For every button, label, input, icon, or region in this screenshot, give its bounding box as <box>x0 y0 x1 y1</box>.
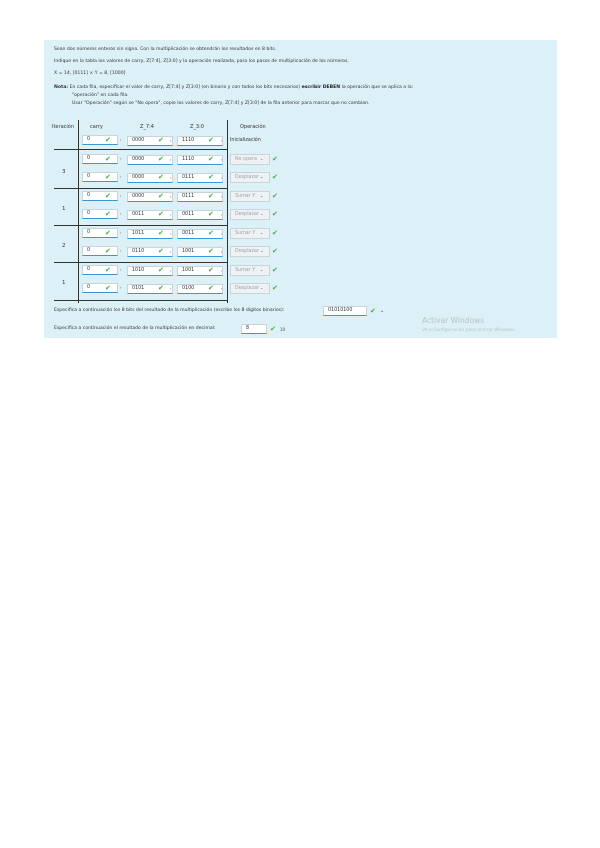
table-divider-left <box>78 120 79 303</box>
watermark-title: Activar Windows <box>422 316 485 325</box>
check-icon: ✔ <box>208 247 214 255</box>
separator-comma: , <box>120 266 122 272</box>
separator-comma: , <box>170 248 172 254</box>
z30-input[interactable]: 1001 <box>177 247 223 257</box>
carry-input[interactable]: 0 <box>82 154 118 164</box>
carry-input[interactable]: 0 <box>82 283 118 293</box>
separator-comma: , <box>170 174 172 180</box>
separator-comma: , <box>170 230 172 236</box>
decimal-input[interactable]: 8 <box>241 324 267 334</box>
separator-comma: , <box>170 211 172 217</box>
header-operacion: Operación <box>240 124 266 130</box>
check-icon: ✔ <box>208 192 214 200</box>
check-icon: ✔ <box>272 284 278 292</box>
check-icon: ✔ <box>158 155 164 163</box>
dropdown-caret: ⌄ <box>260 174 264 179</box>
separator-comma: , <box>170 193 172 199</box>
carry-input[interactable]: 0 <box>82 172 118 182</box>
separator-comma: , <box>120 229 122 235</box>
z74-input[interactable]: 1010 <box>127 266 173 276</box>
z30-input[interactable]: 0011 <box>177 210 223 220</box>
z74-input[interactable]: 0000 <box>127 155 173 165</box>
iteration-label: 1 <box>62 206 66 212</box>
separator-comma: , <box>221 193 223 199</box>
table-divider <box>54 225 227 226</box>
check-icon: ✔ <box>158 210 164 218</box>
operation-select[interactable]: Sumar Y <box>230 228 270 239</box>
separator-comma: , <box>221 174 223 180</box>
check-icon: ✔ <box>272 173 278 181</box>
decimal-label: Especifica a continuación el resultado de la multiplicación en decimal: <box>54 326 216 331</box>
z74-input[interactable]: 0110 <box>127 247 173 257</box>
watermark-subtitle: Ve a Configuración para activar Windows. <box>422 328 516 333</box>
dropdown-caret: ⌄ <box>260 193 264 198</box>
separator-comma: , <box>170 137 172 143</box>
check-icon: ✔ <box>158 192 164 200</box>
check-icon: ✔ <box>272 247 278 255</box>
operation-select[interactable]: Desplazar <box>230 246 270 257</box>
z30-input[interactable]: 1110 <box>177 136 223 146</box>
check-icon: ✔ <box>208 155 214 163</box>
result-label: Especifica a continuación los 8 bits del resultado de la multiplicación (escribe los 8 dígitos binarios): <box>54 308 285 313</box>
check-icon: ✔ <box>158 284 164 292</box>
quiz-panel <box>44 40 557 338</box>
note-text-2: "operación" en cada fila. <box>72 93 129 98</box>
check-icon: ✔ <box>208 136 214 144</box>
header-z30: Z_3:0 <box>190 124 204 130</box>
z74-input[interactable]: 0000 <box>127 136 173 146</box>
operation-label: Inicialización <box>230 138 261 143</box>
check-icon: ✔ <box>270 325 276 333</box>
separator-comma: , <box>120 155 122 161</box>
check-icon: ✔ <box>105 247 111 255</box>
check-icon: ✔ <box>208 173 214 181</box>
operation-select[interactable]: Sumar Y <box>230 191 270 202</box>
decimal-suffix: 10 <box>280 327 286 332</box>
dropdown-caret: ⌄ <box>260 211 264 216</box>
carry-input[interactable]: 0 <box>82 135 118 145</box>
z30-input[interactable]: 0111 <box>177 192 223 202</box>
result-caret: ⌄ <box>380 308 385 314</box>
note-text-3: Usar "Operación" según se "No opera", copie los valores de carry, Z[7:4] y Z[3:0] de la fila anterior para marcar que no cambian. <box>72 101 370 106</box>
separator-comma: , <box>221 248 223 254</box>
table-divider <box>54 149 227 150</box>
table-divider <box>54 188 227 189</box>
check-icon: ✔ <box>105 229 111 237</box>
separator-comma: , <box>120 192 122 198</box>
z74-input[interactable]: 0011 <box>127 210 173 220</box>
check-icon: ✔ <box>370 307 376 315</box>
carry-input[interactable]: 0 <box>82 265 118 275</box>
check-icon: ✔ <box>105 284 111 292</box>
check-icon: ✔ <box>158 136 164 144</box>
check-icon: ✔ <box>105 192 111 200</box>
check-icon: ✔ <box>208 229 214 237</box>
separator-comma: , <box>170 285 172 291</box>
dropdown-caret: ⌄ <box>260 285 264 290</box>
note-tag: Nota: <box>54 85 69 90</box>
note-text-1a: En cada fila, especificar el valor de carry, Z[7:4] y Z[3:0] (en binario y con todos los bits necesarios) <box>69 85 302 90</box>
operation-select[interactable]: Desplazar <box>230 172 270 183</box>
dropdown-caret: ⌄ <box>260 267 264 272</box>
z74-input[interactable]: 0101 <box>127 284 173 294</box>
table-divider <box>54 300 227 301</box>
check-icon: ✔ <box>272 192 278 200</box>
carry-input[interactable]: 0 <box>82 209 118 219</box>
operation-select[interactable]: Sumar Y <box>230 265 270 276</box>
check-icon: ✔ <box>158 266 164 274</box>
check-icon: ✔ <box>158 173 164 181</box>
carry-input[interactable]: 0 <box>82 228 118 238</box>
carry-input[interactable]: 0 <box>82 246 118 256</box>
header-iteracion: Iteración <box>52 124 74 130</box>
iteration-label: 3 <box>62 169 66 175</box>
separator-comma: , <box>120 247 122 253</box>
separator-comma: , <box>221 267 223 273</box>
z30-input[interactable]: 0011 <box>177 229 223 239</box>
carry-input[interactable]: 0 <box>82 191 118 201</box>
table-divider-right <box>227 120 228 303</box>
separator-comma: , <box>221 156 223 162</box>
note-text-1c: la operación que se aplica a la: <box>340 85 414 90</box>
separator-comma: , <box>120 210 122 216</box>
intro-line-1: Sean dos números enteros sin signo. Con la multiplicación se obtendrán los resultados en 8 bits. <box>54 47 277 52</box>
check-icon: ✔ <box>105 155 111 163</box>
table-divider <box>54 262 227 263</box>
check-icon: ✔ <box>158 247 164 255</box>
separator-comma: , <box>221 230 223 236</box>
check-icon: ✔ <box>105 173 111 181</box>
intro-line-3: X = 14, [0111] × Y = 8, [1000] <box>54 71 126 76</box>
separator-comma: , <box>221 285 223 291</box>
z74-input[interactable]: 1011 <box>127 229 173 239</box>
separator-comma: , <box>221 137 223 143</box>
separator-comma: , <box>221 211 223 217</box>
check-icon: ✔ <box>105 210 111 218</box>
separator-comma: , <box>120 173 122 179</box>
z30-input[interactable]: 0100 <box>177 284 223 294</box>
operation-select[interactable]: Desplazar <box>230 209 270 220</box>
check-icon: ✔ <box>208 266 214 274</box>
check-icon: ✔ <box>208 284 214 292</box>
header-z74: Z_7:4 <box>140 124 154 130</box>
check-icon: ✔ <box>272 155 278 163</box>
check-icon: ✔ <box>105 136 111 144</box>
iteration-label: 1 <box>62 280 66 286</box>
note-block <box>54 85 413 106</box>
check-icon: ✔ <box>272 266 278 274</box>
check-icon: ✔ <box>272 229 278 237</box>
separator-comma: , <box>170 267 172 273</box>
header-carry: carry <box>90 124 103 130</box>
z30-input[interactable]: 1110 <box>177 155 223 165</box>
operation-select[interactable]: Desplazar <box>230 283 270 294</box>
z74-input[interactable]: 0000 <box>127 173 173 183</box>
separator-comma: , <box>120 136 122 142</box>
dropdown-caret: ⌄ <box>260 248 264 253</box>
dropdown-caret: ⌄ <box>260 230 264 235</box>
check-icon: ✔ <box>105 266 111 274</box>
note-text-1b: escribir DEBEN <box>301 85 341 90</box>
z30-input[interactable]: 0111 <box>177 173 223 183</box>
separator-comma: , <box>170 156 172 162</box>
operation-select[interactable]: No opera <box>230 154 270 165</box>
check-icon: ✔ <box>208 210 214 218</box>
check-icon: ✔ <box>272 210 278 218</box>
dropdown-caret: ⌄ <box>260 156 264 161</box>
z74-input[interactable]: 0000 <box>127 192 173 202</box>
intro-line-2: Indique en la tabla los valores de carry, Z[7:4], Z[3:0] y la operación realizada, para los pasos de multiplicación de los números. <box>54 59 349 64</box>
result-input[interactable]: 01010100 <box>323 306 367 316</box>
z30-input[interactable]: 1001 <box>177 266 223 276</box>
check-icon: ✔ <box>158 229 164 237</box>
separator-comma: , <box>120 284 122 290</box>
iteration-label: 2 <box>62 243 66 249</box>
